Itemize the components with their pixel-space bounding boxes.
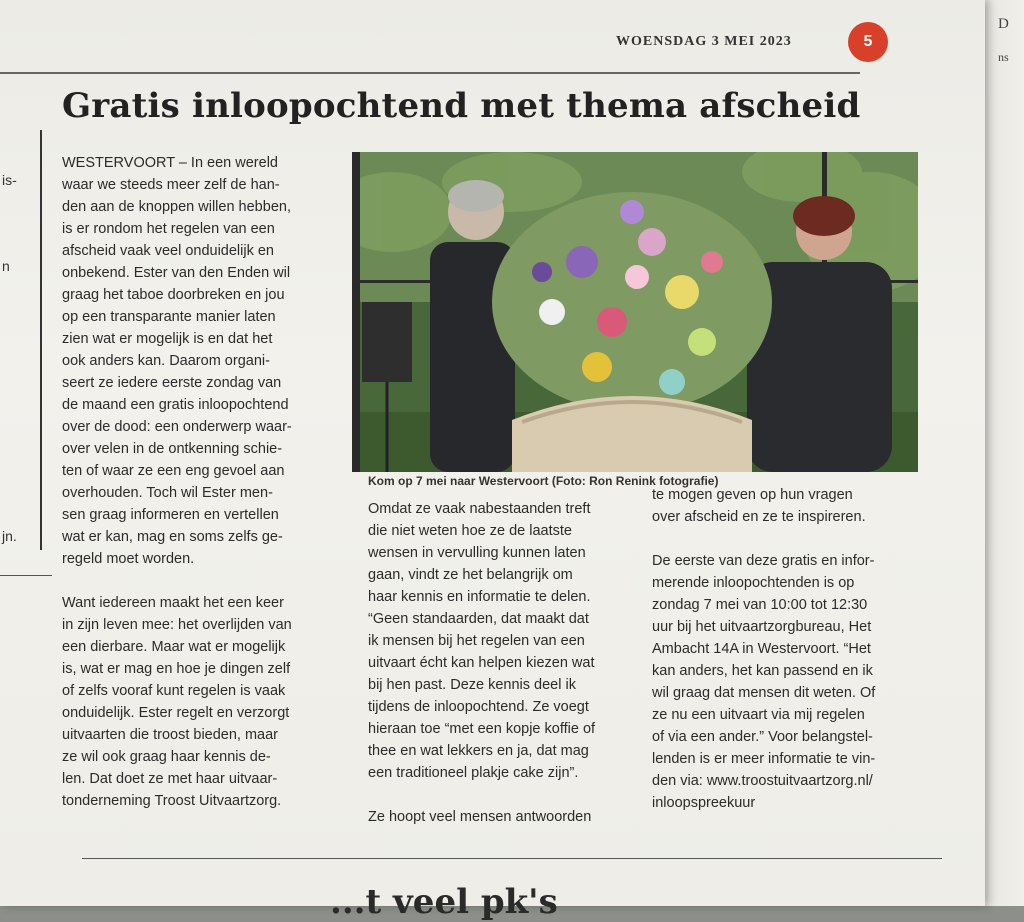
header-divider xyxy=(0,72,860,74)
page-number-badge: 5 xyxy=(848,22,888,62)
article-photo xyxy=(352,152,918,472)
next-article-headline: ...t veel pk's xyxy=(330,882,558,922)
article-column-3: te mogen geven op hun vragen over afscheid en ze te inspireren. De eerste van deze gratis en infor- merende inloopochtenden is op zondag 7 mei van 10:00 tot 12:30 uur bij het uitvaartzorgbureau, Het Ambacht 14A in Westervoort. “Het kan anders, het kan passend en ik wil graag dat mensen dit weten. Of ze nu een uitvaart via mij regelen of via een ander.” Voor belangstel- lenden is er meer informatie te vin- den via: www.troostuitvaartzorg.nl/ inloopspreekuur xyxy=(652,487,876,811)
photo-caption: Kom op 7 mei naar Westervoort (Foto: Ron Renink fotografie) xyxy=(368,474,719,488)
article-bottom-rule xyxy=(82,858,942,859)
previous-article-fragment xyxy=(0,130,42,550)
adjacent-page-fragment: D xyxy=(998,16,1009,32)
fragment-text: is- xyxy=(2,172,17,188)
adjacent-page-fragment: ns xyxy=(998,50,1009,64)
previous-article-rule xyxy=(0,575,52,576)
fragment-text: n xyxy=(2,258,10,274)
fragment-text: jn. xyxy=(2,528,17,544)
article-headline: Gratis inloopochtend met thema afscheid xyxy=(62,86,861,126)
issue-date: WOENSDAG 3 MEI 2023 xyxy=(616,34,792,49)
article-column-2: Omdat ze vaak nabestaanden treft die niet weten hoe ze de laatste wensen in vervulling kunnen laten gaan, vindt ze het belangrijk om haar kennis en informatie te delen. “Geen standaarden, dat maakt dat ik mensen bij het regelen van een uitvaart écht kan helpen kiezen wat bij hen past. Deze kennis deel ik tijdens de inloopochtend. Ze voegt hieraan toe “met een kopje koffie of thee en wat lekkers en ja, dat mag een traditioneel plakje cake zijn”. Ze hoopt veel mensen antwoorden xyxy=(368,501,596,825)
photo-illustration xyxy=(352,152,918,472)
article-column-1: WESTERVOORT – In een wereld waar we steeds meer zelf de han- den aan de knoppen willen hebben, is er rondom het regelen van een afscheid vaak veel onduidelijk en onbekend. Ester van den Enden wil graag het taboe doorbreken en jou op een transparante manier laten zien wat er mogelijk is en dat het ook anders kan. Daarom organi- seert ze iedere eerste zondag van de maand een gratis inloopochtend over de dood: een onderwerp waar- over velen in de ontkenning schie- ten of waar ze een eng gevoel aan overhouden. Toch wil Ester men- sen graag informeren en vertellen wat er kan, mag en soms zelfs ge- regeld moet worden. Want iedereen maakt het een keer in zijn leven mee: het overlijden van een dierbare. Maar wat er mogelijk is, wat er mag en hoe je dingen zelf of zelfs vooraf kunt regelen is vaak onduidelijk. Ester regelt en verzorgt uitvaarten die troost bieden, maar ze wil ook graag haar kennis de- len. Dat doet ze met haar uitvaar- tonderneming Troost Uitvaartzorg. xyxy=(62,155,292,809)
